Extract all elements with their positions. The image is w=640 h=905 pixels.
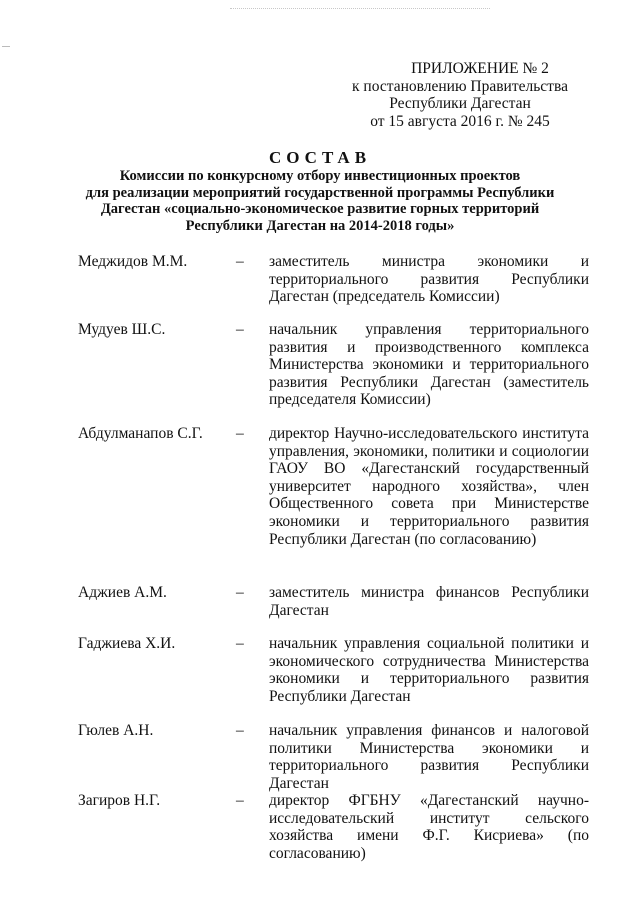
subtitle-line: Дагестан «социально-экономическое развитие горных территорий <box>100 201 540 217</box>
member-name: Гаджиева Х.И. <box>78 635 176 652</box>
member-name: Абдулманапов С.Г. <box>78 425 203 442</box>
member-name: Загиров Н.Г. <box>78 792 161 809</box>
member-name: Мудуев Ш.С. <box>78 321 166 338</box>
document-title: СОСТАВ <box>268 148 372 167</box>
member-dash: – <box>236 425 244 442</box>
member-dash: – <box>236 584 244 601</box>
appendix-header <box>300 60 620 130</box>
member-role: начальник управления финансов и налоговой политики Министерства экономики и территориального развития Республики Дагестан <box>269 722 589 792</box>
appendix-ref-line: Республики Дагестан <box>389 95 531 112</box>
appendix-number: ПРИЛОЖЕНИЕ № 2 <box>411 60 549 77</box>
subtitle-line: Комиссии по конкурсному отбору инвестиционных проектов <box>119 168 521 184</box>
scan-artifact <box>230 8 490 11</box>
appendix-date-line: от 15 августа 2016 г. № 245 <box>370 112 550 130</box>
member-role: директор Научно-исследовательского института управления, экономики, политики и социологии ГАОУ ВО «Дагестанский государственный университет народного хозяйства», член Общественного совета при Министерстве экономики и территориального развития Республики Дагестан (по согласованию) <box>269 425 589 548</box>
member-name: Меджидов М.М. <box>78 253 188 270</box>
subtitle-line: для реализации мероприятий государственной программы Республики <box>85 184 555 201</box>
member-dash: – <box>236 253 244 270</box>
member-role: заместитель министра финансов Республики Дагестан <box>269 584 589 619</box>
subtitle-line: Республики Дагестан на 2014-2018 годы» <box>185 217 455 234</box>
member-dash: – <box>236 722 244 739</box>
member-dash: – <box>236 635 244 652</box>
document-subtitle <box>60 168 580 234</box>
member-role: заместитель министра экономики и территориального развития Республики Дагестан (председатель Комиссии) <box>269 253 589 306</box>
member-name: Аджиев А.М. <box>78 584 167 601</box>
scan-artifact <box>2 46 10 47</box>
member-role: директор ФГБНУ «Дагестанский научно-исследовательский институт сельского хозяйства имени Ф.Г. Кисриева» (по согласованию) <box>269 792 589 862</box>
member-dash: – <box>236 792 244 809</box>
member-name: Гюлев А.Н. <box>78 722 154 739</box>
appendix-ref-line: к постановлению Правительства <box>352 77 568 95</box>
member-dash: – <box>236 321 244 338</box>
member-role: начальник управления территориального развития и производственного комплекса Министерства экономики и территориального развития Республики Дагестан (заместитель председателя Комиссии) <box>269 321 589 409</box>
member-role: начальник управления социальной политики и экономического сотрудничества Министерства экономики и территориального развития Республики Дагестан <box>269 635 589 705</box>
